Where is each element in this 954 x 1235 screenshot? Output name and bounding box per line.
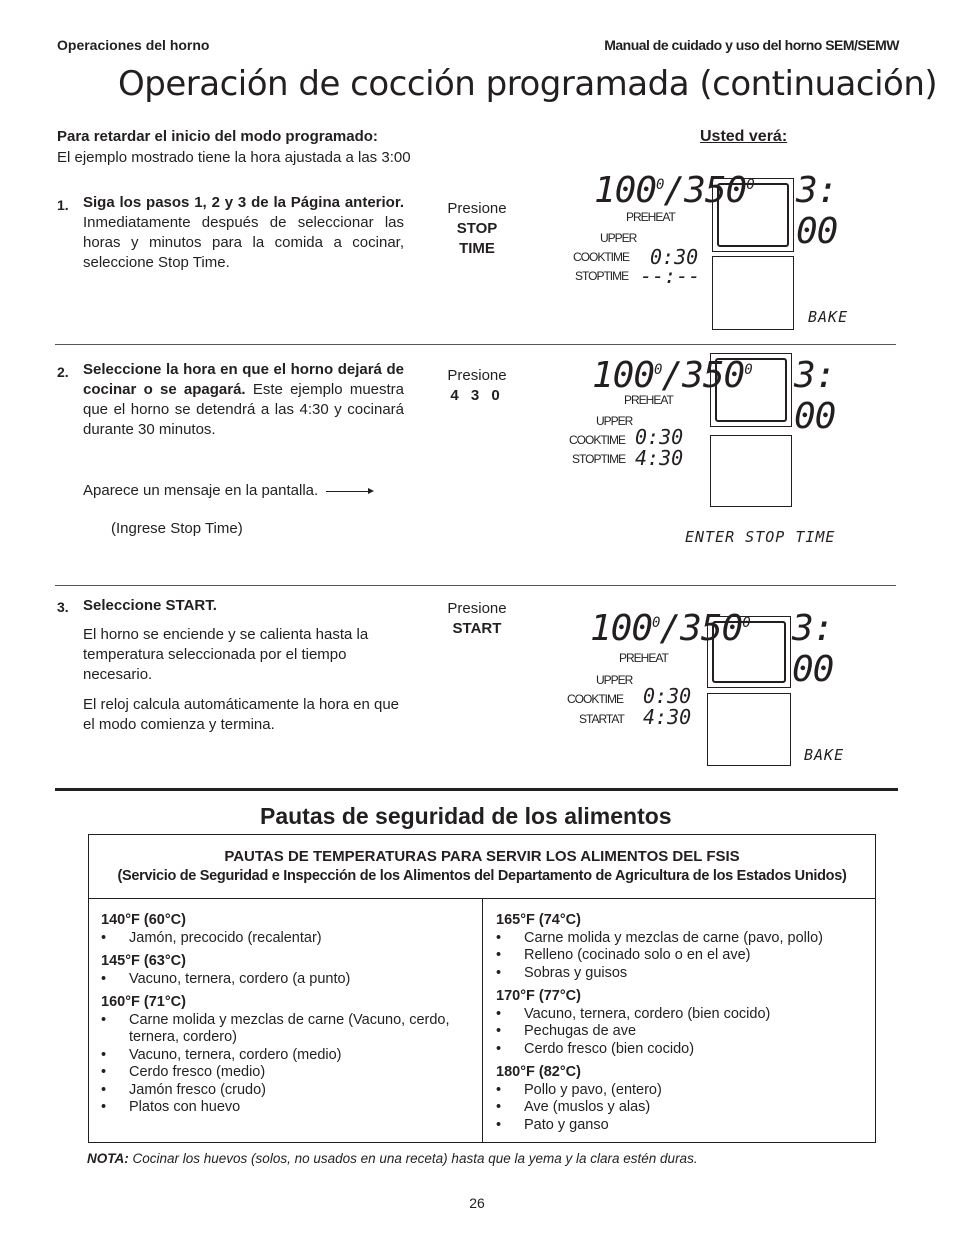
- startat-label: STARTAT: [579, 712, 624, 726]
- oven-lower-icon: [707, 693, 791, 766]
- oven-window-icon: [715, 358, 787, 422]
- press-instruction: [422, 599, 532, 639]
- step-2-text: [83, 360, 404, 440]
- list-item: • Cerdo fresco (medio): [101, 1064, 476, 1082]
- press-key: START: [452, 620, 502, 637]
- mode-readout: BAKE: [804, 746, 845, 764]
- preheat-indicator: PREHEAT: [619, 651, 668, 665]
- usted-vera-label: Usted verá:: [700, 128, 788, 145]
- list-item: • Platos con huevo: [101, 1099, 476, 1117]
- preheat-indicator: PREHEAT: [624, 393, 673, 407]
- step-2-body: Este ejemplo muestra que el horno se detendrá a las 4:30 y cocinará durante 30 minutos.: [83, 381, 405, 438]
- list-item: • Vacuno, ternera, cordero (a punto): [101, 971, 476, 989]
- note-label: NOTA:: [87, 1151, 129, 1166]
- mode-readout: BAKE: [808, 308, 849, 326]
- list-item: • Pollo y pavo, (entero): [496, 1082, 871, 1100]
- oven-upper-icon: [710, 353, 792, 427]
- list-item: • Carne molida y mezclas de carne (pavo, pollo): [496, 930, 871, 948]
- note-text: Cocinar los huevos (solos, no usados en una receta) hasta que la yema y la clara estén duras.: [128, 1151, 698, 1166]
- temperature-table: [88, 834, 876, 1143]
- step-1-bold: Siga los pasos 1, 2 y 3 de la Página anterior.: [83, 194, 404, 211]
- clock-readout: 3: 00: [796, 170, 838, 252]
- list-item: • Ave (muslos y alas): [496, 1099, 871, 1117]
- oven-window-icon: [712, 621, 786, 683]
- step-number: 3.: [57, 599, 69, 615]
- step-3-paragraph: El horno se enciende y se calienta hasta la temperatura seleccionada por el tiempo necesario.: [83, 626, 369, 683]
- table-right-column: [496, 912, 871, 1134]
- press-instruction: [422, 366, 532, 406]
- upper-indicator: UPPER: [596, 414, 633, 428]
- cooktime-label: COOKTIME: [567, 692, 624, 706]
- arrow-line: [326, 491, 368, 492]
- temp-heading: 165°F (74°C): [496, 912, 581, 928]
- list-item: • Carne molida y mezclas de carne (Vacuno, cerdo, ternera, cordero): [101, 1012, 476, 1047]
- step-2-bold: Seleccione la hora en que el horno dejará de cocinar o se apagará.: [83, 361, 404, 398]
- note: [87, 1151, 698, 1166]
- cooktime-label: COOKTIME: [573, 250, 630, 264]
- step-3-heading: Seleccione START.: [83, 597, 217, 614]
- oven-lower-icon: [712, 256, 794, 330]
- temp-heading: 145°F (63°C): [101, 953, 186, 969]
- oven-lower-icon: [710, 435, 792, 507]
- temp-heading: 140°F (60°C): [101, 912, 186, 928]
- arrow-right-icon: [368, 488, 374, 494]
- list-item: • Jamón, precocido (recalentar): [101, 930, 476, 948]
- step-number: 1.: [57, 197, 69, 213]
- press-instruction: [422, 199, 532, 259]
- mode-readout: ENTER STOP TIME: [685, 528, 836, 546]
- temp-heading: 180°F (82°C): [496, 1064, 581, 1080]
- message-translation: (Ingrese Stop Time): [111, 520, 243, 537]
- table-title: PAUTAS DE TEMPERATURAS PARA SERVIR LOS ALIMENTOS DEL FSIS: [224, 848, 740, 865]
- step-1-text: [83, 193, 404, 273]
- oven-display: [568, 353, 868, 553]
- page-title: Operación de cocción programada (continuación): [118, 64, 938, 104]
- startat-value: 4:30: [643, 705, 692, 729]
- cooktime-label: COOKTIME: [569, 433, 626, 447]
- stoptime-label: STOPTIME: [572, 452, 626, 466]
- stoptime-value: 4:30: [635, 446, 684, 470]
- oven-display: [570, 168, 870, 333]
- temp-heading: 160°F (71°C): [101, 994, 186, 1010]
- press-label: Presione: [447, 367, 507, 384]
- cooktime-value: 0:30: [650, 245, 699, 269]
- divider: [55, 585, 896, 586]
- table-column-rule: [482, 898, 483, 1142]
- press-label: Presione: [447, 600, 507, 617]
- temp-readout: $100^0/350^0$: [592, 355, 752, 396]
- press-label: Presione: [447, 200, 507, 217]
- section-divider: [55, 788, 898, 791]
- stoptime-label: STOPTIME: [575, 269, 629, 283]
- cooktime-value: 0:30: [635, 425, 684, 449]
- upper-indicator: UPPER: [600, 231, 637, 245]
- press-key: TIME: [459, 240, 495, 257]
- upper-indicator: UPPER: [596, 673, 633, 687]
- list-item: • Relleno (cocinado solo o en el ave): [496, 947, 871, 965]
- list-item: • Cerdo fresco (bien cocido): [496, 1041, 871, 1059]
- cooktime-value: 0:30: [643, 684, 692, 708]
- table-subtitle: (Servicio de Seguridad e Inspección de los Alimentos del Departamento de Agricultura de los Estados Unidos): [117, 868, 847, 884]
- list-item: • Jamón fresco (crudo): [101, 1082, 476, 1100]
- oven-display: [566, 606, 866, 771]
- list-item: • Vacuno, ternera, cordero (bien cocido): [496, 1006, 871, 1024]
- step-3-paragraph: El reloj calcula automáticamente la hora en que el modo comienza y termina.: [83, 696, 400, 733]
- clock-readout: 3: 00: [792, 608, 834, 690]
- intro-heading: Para retardar el inicio del modo programado:: [57, 128, 378, 145]
- clock-readout: 3: 00: [794, 355, 836, 437]
- safety-heading: Pautas de seguridad de los alimentos: [260, 803, 672, 829]
- stoptime-value: --:--: [640, 264, 701, 288]
- step-1-body: Inmediatamente después de seleccionar las horas y minutos para la comida a cocinar, seleccione Stop Time.: [83, 214, 404, 271]
- list-item: • Pato y ganso: [496, 1117, 871, 1135]
- press-key: STOP: [456, 220, 498, 237]
- list-item: • Pechugas de ave: [496, 1023, 871, 1041]
- section-header: Operaciones del horno: [57, 37, 210, 53]
- step-number: 2.: [57, 364, 69, 380]
- list-item: • Sobras y guisos: [496, 965, 871, 983]
- table-left-column: [101, 912, 476, 1117]
- temp-readout: $100^0/350^0$: [594, 170, 754, 211]
- oven-upper-icon: [712, 178, 794, 252]
- press-key: 4 3 0: [450, 387, 504, 404]
- divider: [55, 344, 896, 345]
- temp-readout: $100^0/350^0$: [590, 608, 750, 649]
- preheat-indicator: PREHEAT: [626, 210, 675, 224]
- intro-text: El ejemplo mostrado tiene la hora ajustada a las 3:00: [57, 149, 411, 166]
- temp-heading: 170°F (77°C): [496, 988, 581, 1004]
- page-number: 26: [469, 1195, 485, 1211]
- oven-window-icon: [717, 183, 789, 247]
- message-text: Aparece un mensaje en la pantalla.: [83, 481, 374, 501]
- list-item: • Vacuno, ternera, cordero (medio): [101, 1047, 476, 1065]
- manual-header: Manual de cuidado y uso del horno SEM/SEMW: [604, 37, 899, 53]
- oven-upper-icon: [707, 616, 791, 688]
